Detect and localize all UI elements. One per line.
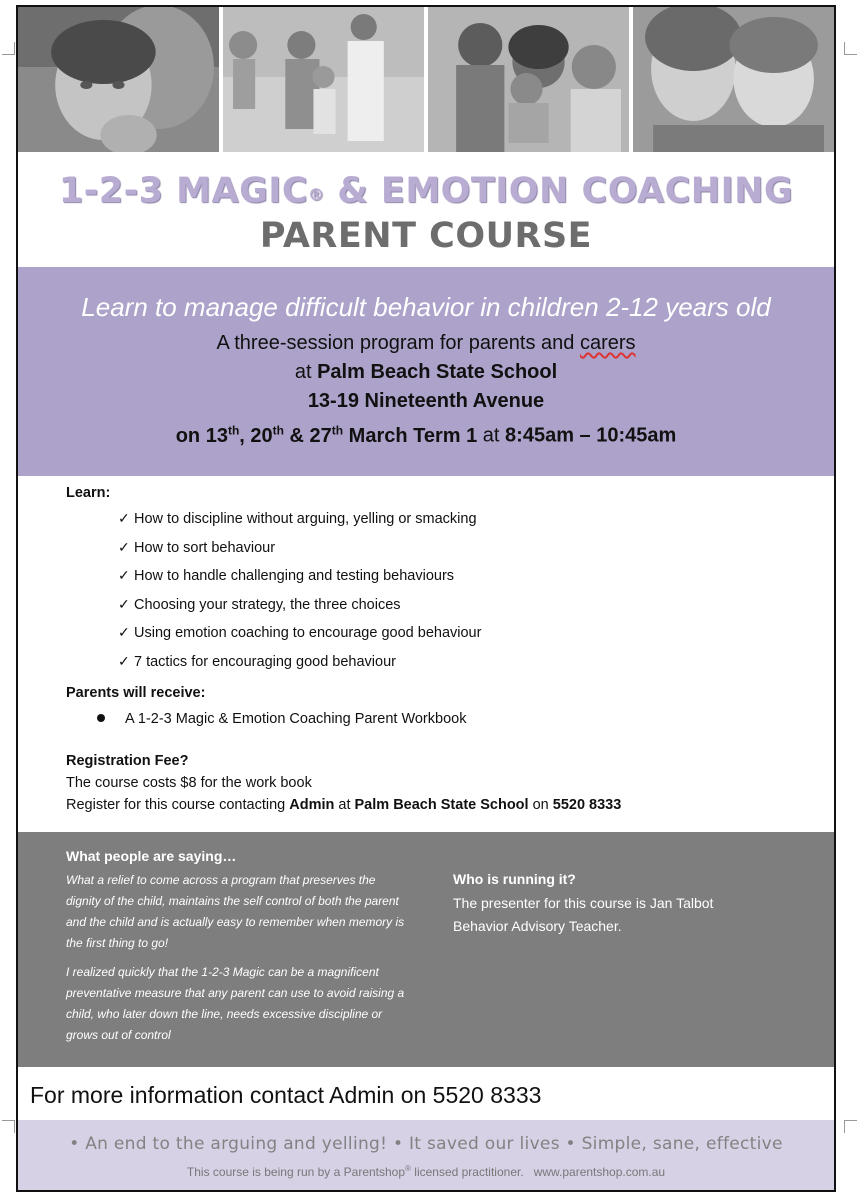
checkmark-icon: ✓ [118, 624, 130, 640]
footer-band [18, 1120, 834, 1192]
list-item: ✓ 7 tactics for encouraging good behaviour [118, 648, 806, 677]
website-link[interactable]: www.parentshop.com.au [533, 1165, 666, 1179]
list-item: ✓ Choosing your strategy, the three choices [118, 591, 806, 620]
testimonial-quote: I realized quickly that the 1-2-3 Magic can be a magnificent preventative measure that any parent can use to avoid raising a child, who later down the line, needs excessive discipline or grows out of control [66, 965, 405, 1042]
crop-mark [844, 1120, 857, 1133]
testimonials-band [18, 832, 834, 1067]
list-item: A 1-2-3 Magic & Emotion Coaching Parent Workbook [97, 709, 806, 729]
list-item: ✓ How to handle challenging and testing behaviours [118, 562, 806, 591]
receive-heading: Parents will receive: [66, 685, 206, 701]
footer-practitioner: This course is being run by a Parentshop® licensed practitioner. www.parentshop.com.au [186, 1164, 666, 1179]
testimonial-quote: What a relief to come across a program that preserves the dignity of the child, maintains the self control of both the parent and the child and is actually easy to remember when memory is the first thing to go! [66, 873, 405, 950]
photo-father-child [18, 7, 219, 152]
photo-mother-son [633, 7, 834, 152]
registered-mark: ® [308, 185, 325, 204]
list-item: ✓ How to sort behaviour [118, 534, 806, 563]
checkmark-icon: ✓ [118, 595, 130, 612]
flyer-page [16, 5, 836, 1192]
learn-list [118, 505, 806, 676]
checkmark-icon: ✓ [118, 652, 130, 669]
receive-list [66, 709, 806, 729]
testimonials-heading: What people are saying… [66, 848, 237, 864]
register-text: Register for this course contacting Admin at Palm Beach State School on 5520 8333 [66, 797, 622, 813]
crop-mark [2, 42, 15, 55]
presenter-heading: Who is running it? [453, 871, 576, 887]
contact-line: For more information contact Admin on 5520 8333 [30, 1082, 542, 1108]
dates-line: on 13th, 20th & 27th March Term 1 at 8:45am – 10:45am [175, 423, 677, 447]
photo-family-group [428, 7, 629, 152]
tagline: Learn to manage difficult behavior in children 2-12 years old [81, 292, 771, 322]
venue-line: at Palm Beach State School [294, 361, 558, 383]
bullet-icon [97, 714, 105, 722]
presenter-text: The presenter for this course is Jan Talbot Behavior Advisory Teacher. [453, 895, 714, 934]
list-item: ✓ Using emotion coaching to encourage good behaviour [118, 619, 806, 648]
crop-mark [844, 42, 857, 55]
footer-slogans: • An end to the arguing and yelling! • It saved our lives • Simple, sane, effective [69, 1134, 783, 1154]
title-block [18, 169, 834, 259]
photo-family-beach [223, 7, 424, 152]
info-band [18, 267, 834, 476]
photo-strip [18, 7, 834, 152]
fee-heading: Registration Fee? [66, 753, 189, 769]
list-item: ✓ How to discipline without arguing, yelling or smacking [118, 505, 806, 534]
fee-text: The course costs $8 for the work book [66, 775, 312, 791]
checkmark-icon: ✓ [118, 538, 130, 555]
course-title: 1-2-3 MAGIC® & EMOTION COACHING [58, 171, 794, 211]
spellcheck-word: carers [579, 332, 636, 354]
checkmark-icon: ✓ [118, 510, 130, 526]
course-subtitle: PARENT COURSE [259, 216, 593, 256]
program-line: A three-session program for parents and carers [216, 332, 636, 354]
address-line: 13-19 Nineteenth Avenue [307, 390, 545, 412]
main-content [66, 485, 806, 816]
checkmark-icon: ✓ [118, 567, 130, 583]
crop-mark [2, 1120, 15, 1133]
learn-heading: Learn: [66, 485, 111, 501]
